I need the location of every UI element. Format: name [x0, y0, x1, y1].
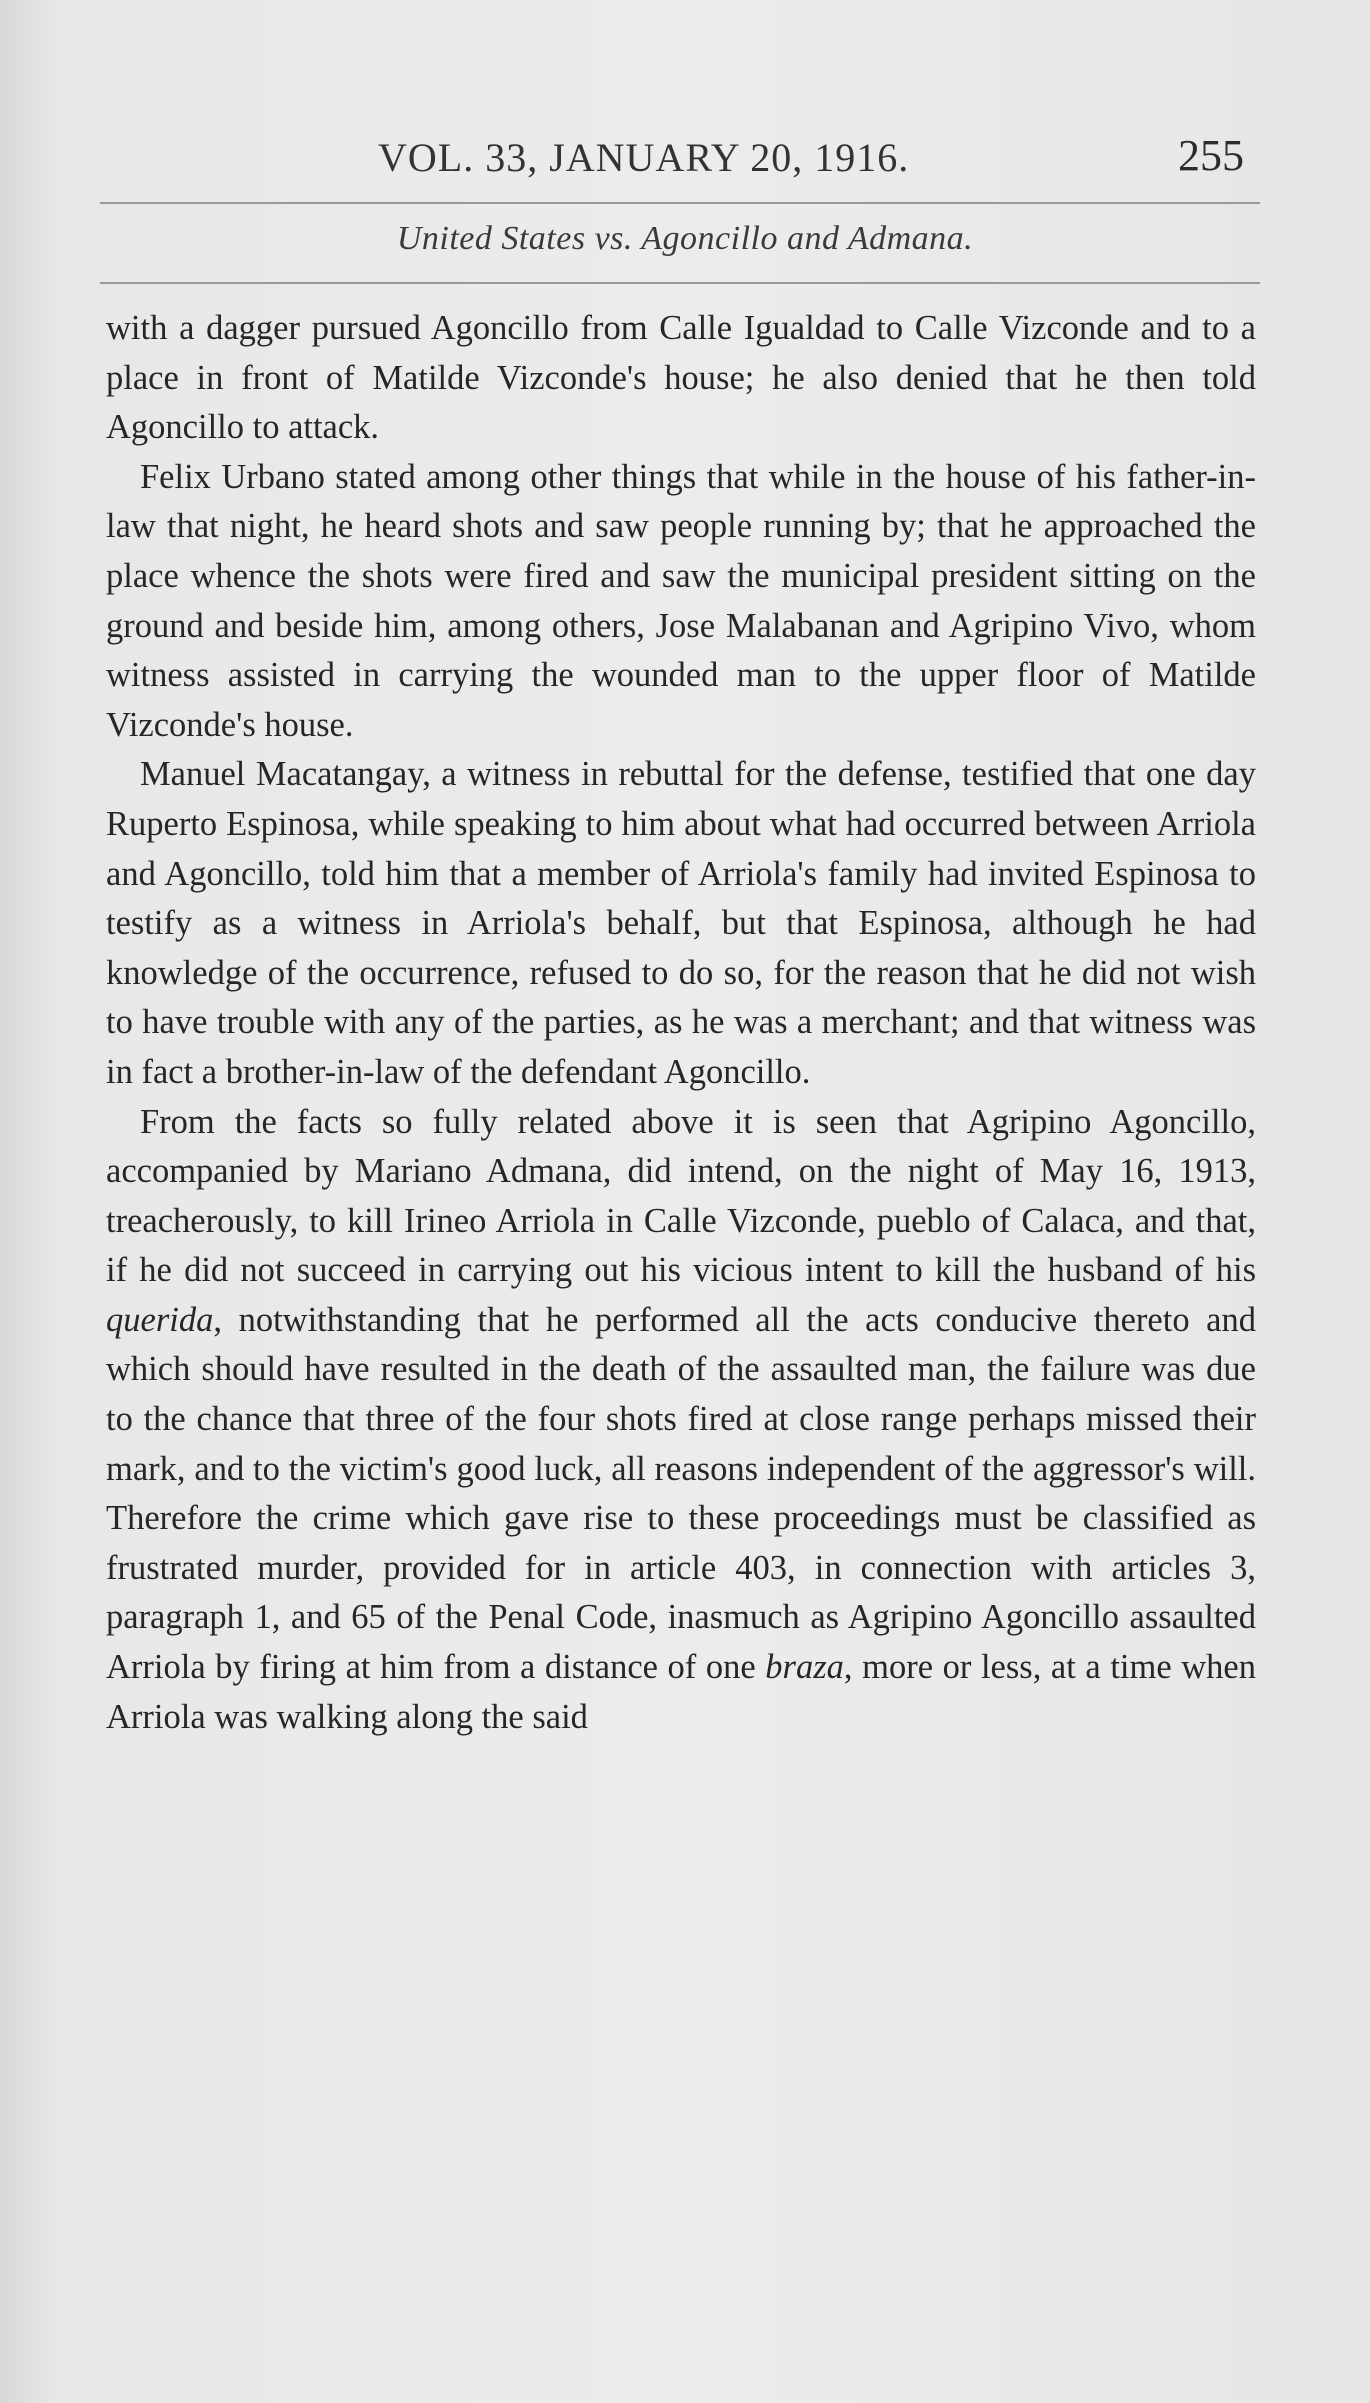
paragraph-4: [106, 1098, 1256, 1743]
paragraph-4-part-1: From the facts so fully related above it is seen that Agripino Agoncillo, accompanied by Mariano Admana, did intend, on the night of May 16, 1913, treacherously, to kill Irineo Arriola in Calle Vizconde, pueblo of Calaca, and that, if he did not succeed in carrying out his vicious intent to kill the husband of his: [106, 1102, 1256, 1290]
running-title: VOL. 33, JANUARY 20, 1916.: [378, 135, 910, 180]
header-rule-bottom: [100, 282, 1260, 284]
body-text: [106, 304, 1256, 1742]
page-number: 255: [1178, 131, 1244, 180]
paragraph-4-part-3: , more or less, at a time when Arriola was walking along the said: [106, 1648, 1256, 1736]
paragraph-2: Felix Urbano stated among other things that while in the house of his father-in-law that night, he heard shots and saw people running by; that he approached the place whence the shots were fired and saw the municipal president sitting on the ground and beside him, among others, Jose Malabanan and Agripino Vivo, whom witness assisted in carrying the wounded man to the upper floor of Matilde Vizconde's house.: [106, 457, 1256, 744]
paragraph-1: with a dagger pursued Agoncillo from Calle Igualdad to Calle Vizconde and to a place in front of Matilde Vizconde's house; he also denied that he then told Agoncillo to attack.: [106, 309, 1256, 447]
italic-term-braza: braza: [765, 1648, 844, 1687]
case-title: United States vs. Agoncillo and Admana.: [396, 220, 974, 257]
paragraph-4-part-2: , notwithstanding that he performed all the acts conducive thereto and which should have resulted in the death of the assaulted man, the failure was due to the chance that three of the four shots fired at close range perhaps missed their mark, and to the victim's good luck, all reasons independent of the aggressor's will. Therefore the crime which gave rise to these proceedings must be classified as frustrated murder, provided for in article 403, in connection with articles 3, paragraph 1, and 65 of the Penal Code, inasmuch as Agripino Agoncillo assaulted Arriola by firing at him from a distance of one: [106, 1300, 1256, 1687]
paragraph-3: Manuel Macatangay, a witness in rebuttal for the defense, testified that one day Ruperto Espinosa, while speaking to him about what had occurred between Arriola and Agoncillo, told him that a member of Arriola's family had invited Espinosa to testify as a witness in Arriola's behalf, but that Espinosa, although he had knowledge of the occurrence, refused to do so, for the reason that he did not wish to have trouble with any of the parties, as he was a merchant; and that witness was in fact a brother-in-law of the defendant Agoncillo.: [106, 755, 1256, 1091]
running-head: [0, 128, 1370, 188]
italic-term-querida: querida: [106, 1300, 214, 1339]
header-rule-top: [100, 202, 1260, 204]
